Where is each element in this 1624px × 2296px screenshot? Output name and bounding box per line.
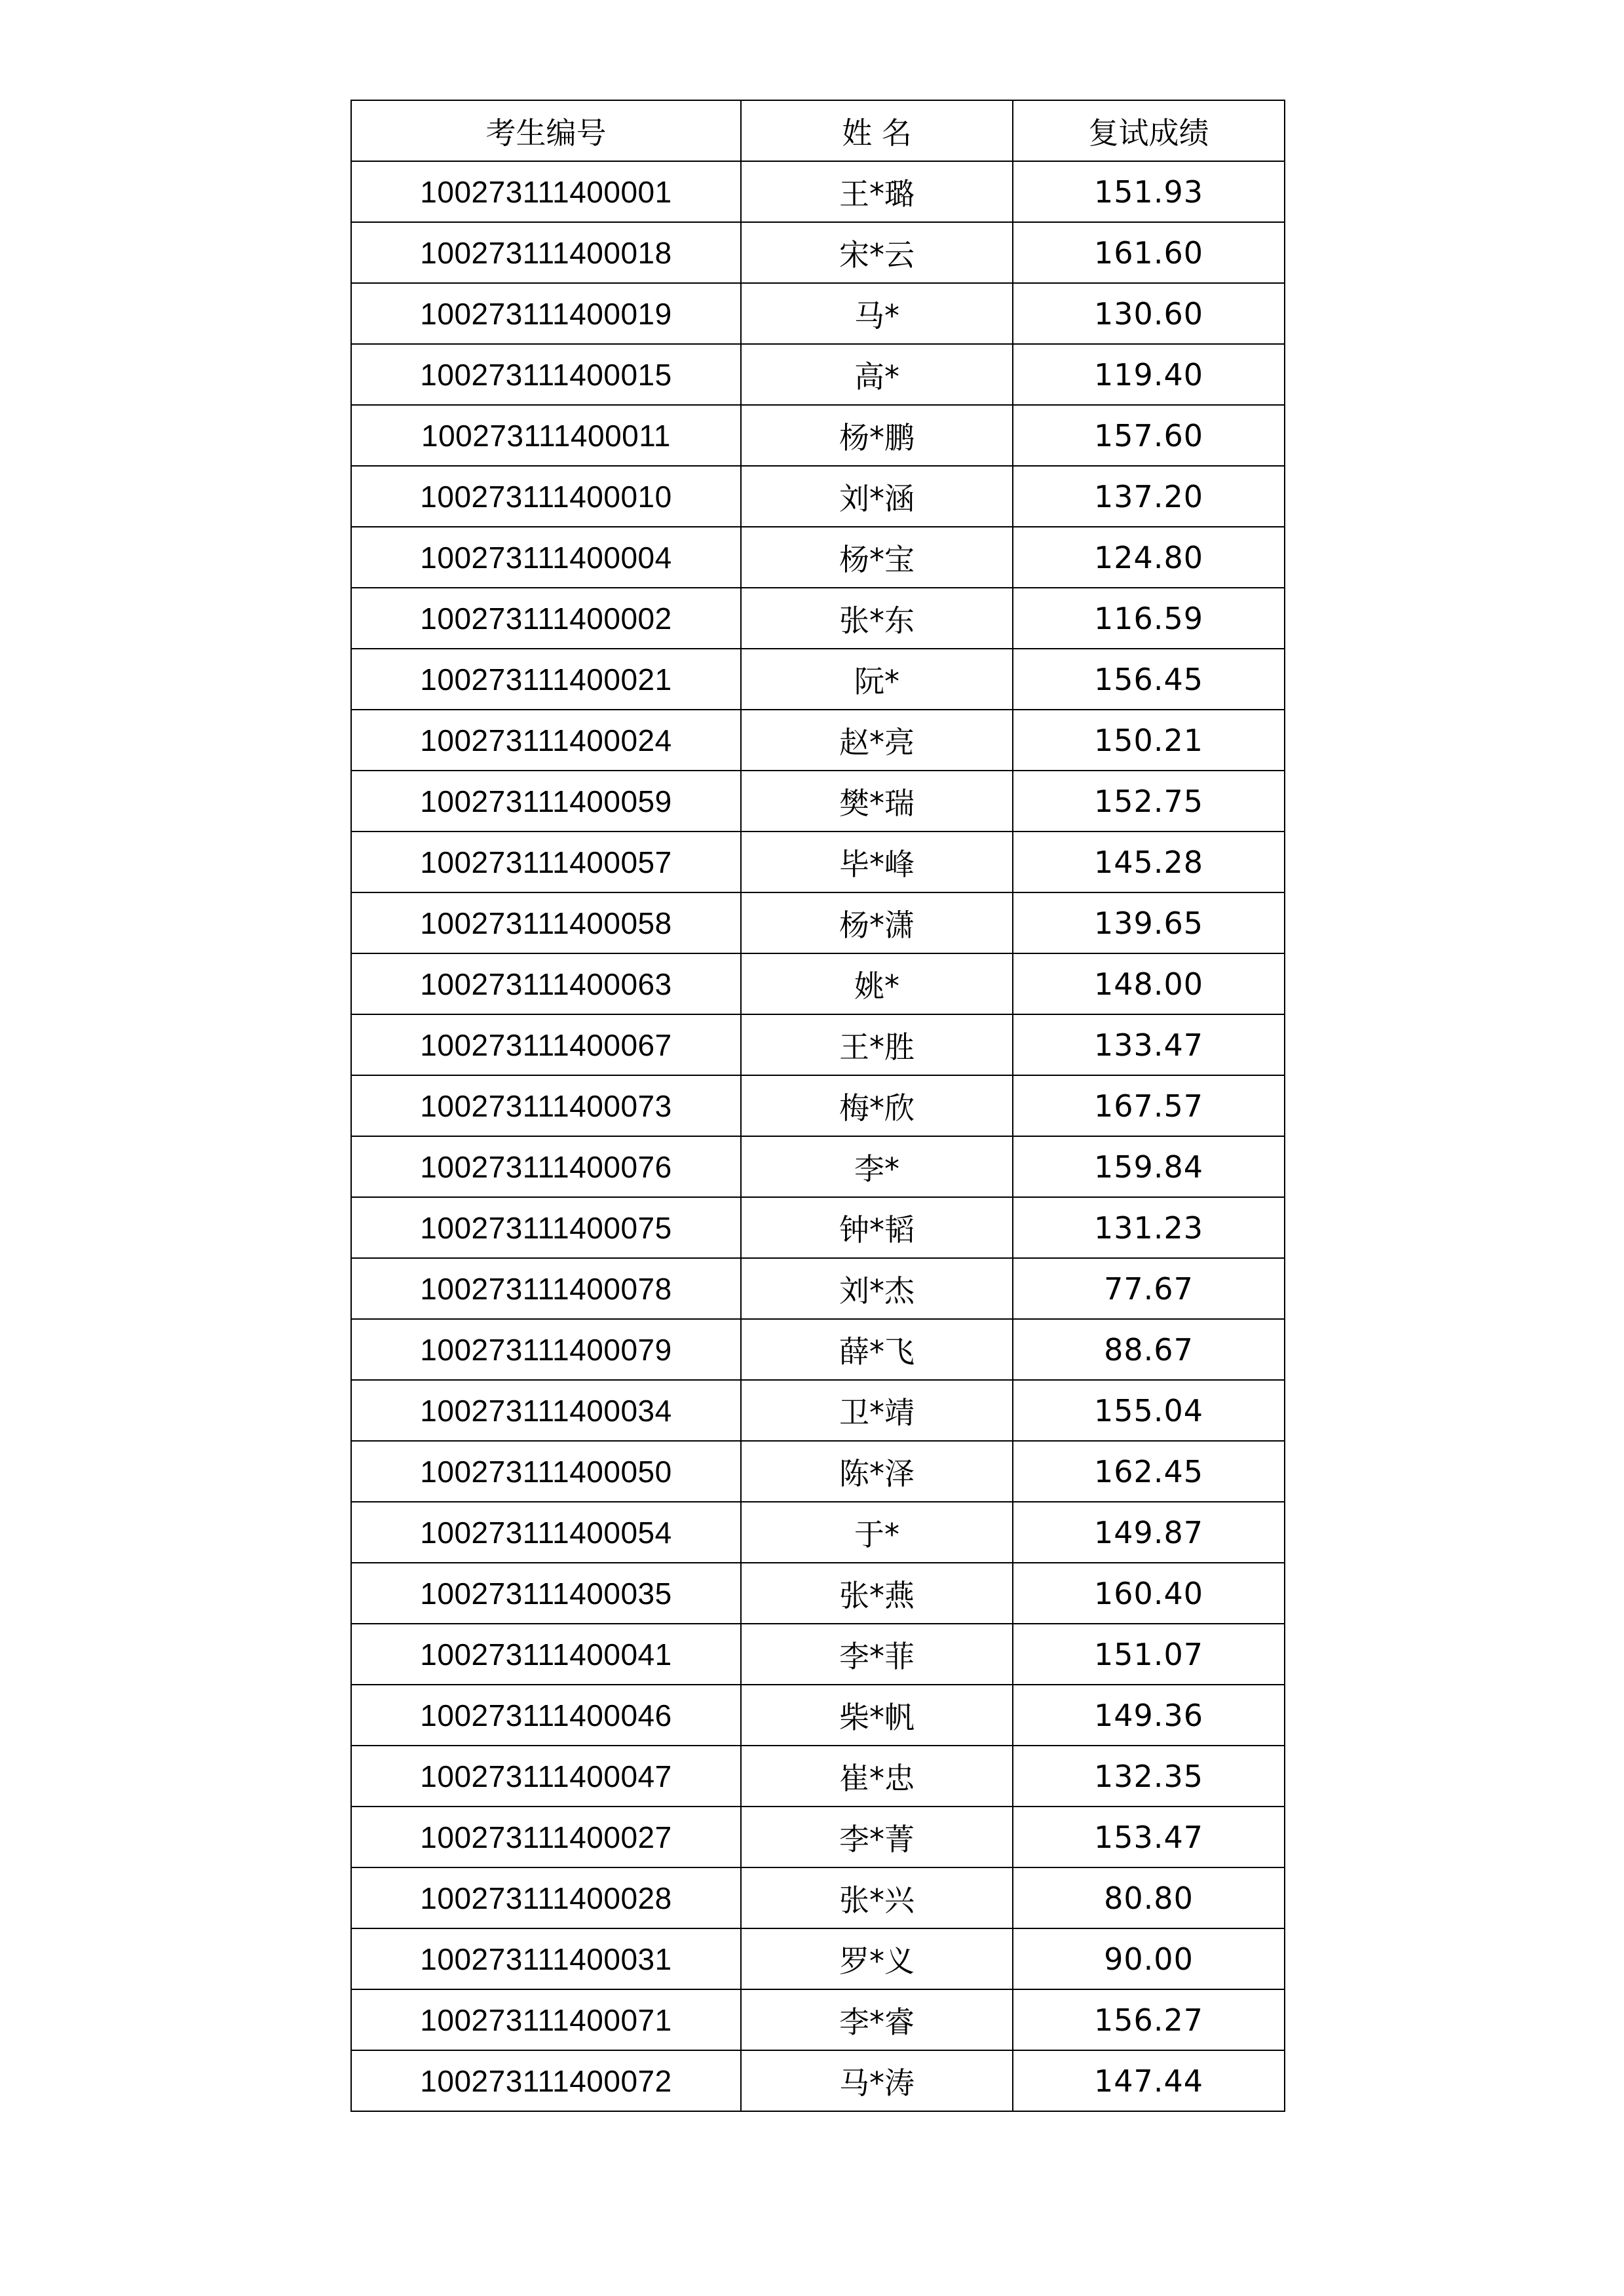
candidate-name-cell: 梅*欣 xyxy=(741,1075,1013,1136)
candidate-name-cell: 卫*靖 xyxy=(741,1380,1013,1441)
candidate-id-cell: 100273111400059 xyxy=(351,771,741,832)
candidate-name-cell: 柴*帆 xyxy=(741,1685,1013,1746)
candidate-id-cell: 100273111400027 xyxy=(351,1807,741,1867)
table-row xyxy=(351,649,1285,710)
candidate-id-cell: 100273111400004 xyxy=(351,527,741,588)
candidate-name-cell: 马*涛 xyxy=(741,2050,1013,2111)
candidate-name-cell: 姚* xyxy=(741,953,1013,1014)
candidate-id-cell: 100273111400021 xyxy=(351,649,741,710)
table-row xyxy=(351,466,1285,527)
retest-score-cell: 161.60 xyxy=(1013,222,1285,283)
retest-score-cell: 131.23 xyxy=(1013,1197,1285,1258)
candidate-name-cell: 王*胜 xyxy=(741,1014,1013,1075)
retest-score-cell: 162.45 xyxy=(1013,1441,1285,1502)
candidate-name-cell: 陈*泽 xyxy=(741,1441,1013,1502)
candidate-id-cell: 100273111400063 xyxy=(351,953,741,1014)
candidate-name-cell: 杨*宝 xyxy=(741,527,1013,588)
candidate-name-cell: 王*璐 xyxy=(741,161,1013,222)
candidate-id-cell: 100273111400076 xyxy=(351,1136,741,1197)
candidate-id-cell: 100273111400001 xyxy=(351,161,741,222)
candidate-id-cell: 100273111400071 xyxy=(351,1989,741,2050)
candidate-id-cell: 100273111400015 xyxy=(351,344,741,405)
candidate-name-cell: 李*菲 xyxy=(741,1624,1013,1685)
retest-score-cell: 148.00 xyxy=(1013,953,1285,1014)
retest-score-cell: 133.47 xyxy=(1013,1014,1285,1075)
candidate-name-cell: 罗*义 xyxy=(741,1928,1013,1989)
retest-score-cell: 88.67 xyxy=(1013,1319,1285,1380)
table-row xyxy=(351,1989,1285,2050)
retest-score-cell: 160.40 xyxy=(1013,1563,1285,1624)
retest-score-cell: 90.00 xyxy=(1013,1928,1285,1989)
table-row xyxy=(351,405,1285,466)
retest-score-cell: 150.21 xyxy=(1013,710,1285,771)
retest-score-cell: 77.67 xyxy=(1013,1258,1285,1319)
candidate-name-cell: 崔*忠 xyxy=(741,1746,1013,1807)
retest-score-cell: 139.65 xyxy=(1013,892,1285,953)
table-header xyxy=(351,100,1285,161)
candidate-id-cell: 100273111400019 xyxy=(351,283,741,344)
table-row xyxy=(351,1441,1285,1502)
table-row xyxy=(351,710,1285,771)
retest-score-cell: 149.87 xyxy=(1013,1502,1285,1563)
candidate-id-cell: 100273111400002 xyxy=(351,588,741,649)
table-row xyxy=(351,1928,1285,1989)
candidate-name-cell: 薛*飞 xyxy=(741,1319,1013,1380)
candidate-id-cell: 100273111400058 xyxy=(351,892,741,953)
candidate-id-cell: 100273111400031 xyxy=(351,1928,741,1989)
candidate-id-cell: 100273111400075 xyxy=(351,1197,741,1258)
candidate-id-cell: 100273111400041 xyxy=(351,1624,741,1685)
table-row xyxy=(351,953,1285,1014)
candidate-id-cell: 100273111400018 xyxy=(351,222,741,283)
candidate-name-cell: 杨*潇 xyxy=(741,892,1013,953)
header-retest-score: 复试成绩 xyxy=(1013,100,1285,161)
table-row xyxy=(351,527,1285,588)
retest-score-cell: 167.57 xyxy=(1013,1075,1285,1136)
candidate-name-cell: 刘*涵 xyxy=(741,466,1013,527)
candidate-id-cell: 100273111400010 xyxy=(351,466,741,527)
candidate-name-cell: 于* xyxy=(741,1502,1013,1563)
retest-score-cell: 156.45 xyxy=(1013,649,1285,710)
retest-score-cell: 116.59 xyxy=(1013,588,1285,649)
candidate-name-cell: 刘*杰 xyxy=(741,1258,1013,1319)
table-row xyxy=(351,1685,1285,1746)
header-name: 姓 名 xyxy=(741,100,1013,161)
score-table xyxy=(350,100,1285,2112)
table-row xyxy=(351,1136,1285,1197)
candidate-name-cell: 赵*亮 xyxy=(741,710,1013,771)
candidate-id-cell: 100273111400011 xyxy=(351,405,741,466)
candidate-id-cell: 100273111400034 xyxy=(351,1380,741,1441)
candidate-id-cell: 100273111400054 xyxy=(351,1502,741,1563)
candidate-name-cell: 杨*鹏 xyxy=(741,405,1013,466)
table-row xyxy=(351,832,1285,892)
candidate-name-cell: 毕*峰 xyxy=(741,832,1013,892)
candidate-name-cell: 钟*韬 xyxy=(741,1197,1013,1258)
candidate-name-cell: 宋*云 xyxy=(741,222,1013,283)
header-candidate-id: 考生编号 xyxy=(351,100,741,161)
table-row xyxy=(351,2050,1285,2111)
candidate-name-cell: 阮* xyxy=(741,649,1013,710)
table-row xyxy=(351,283,1285,344)
table-row xyxy=(351,1319,1285,1380)
table-row xyxy=(351,1075,1285,1136)
candidate-id-cell: 100273111400057 xyxy=(351,832,741,892)
table-row xyxy=(351,892,1285,953)
table-row xyxy=(351,771,1285,832)
retest-score-cell: 152.75 xyxy=(1013,771,1285,832)
table-row xyxy=(351,161,1285,222)
table-row xyxy=(351,1014,1285,1075)
candidate-id-cell: 100273111400028 xyxy=(351,1867,741,1928)
retest-score-cell: 147.44 xyxy=(1013,2050,1285,2111)
table-body xyxy=(351,161,1285,2111)
candidate-id-cell: 100273111400050 xyxy=(351,1441,741,1502)
candidate-id-cell: 100273111400067 xyxy=(351,1014,741,1075)
retest-score-cell: 145.28 xyxy=(1013,832,1285,892)
retest-score-cell: 151.07 xyxy=(1013,1624,1285,1685)
table-row xyxy=(351,1624,1285,1685)
retest-score-cell: 156.27 xyxy=(1013,1989,1285,2050)
table-row xyxy=(351,344,1285,405)
retest-score-cell: 155.04 xyxy=(1013,1380,1285,1441)
candidate-name-cell: 马* xyxy=(741,283,1013,344)
table-row xyxy=(351,1258,1285,1319)
retest-score-cell: 130.60 xyxy=(1013,283,1285,344)
table-row xyxy=(351,588,1285,649)
table-row xyxy=(351,1746,1285,1807)
table-row xyxy=(351,1563,1285,1624)
table-row xyxy=(351,1502,1285,1563)
candidate-name-cell: 高* xyxy=(741,344,1013,405)
retest-score-cell: 119.40 xyxy=(1013,344,1285,405)
retest-score-cell: 137.20 xyxy=(1013,466,1285,527)
table-row xyxy=(351,1380,1285,1441)
retest-score-cell: 159.84 xyxy=(1013,1136,1285,1197)
candidate-name-cell: 李* xyxy=(741,1136,1013,1197)
retest-score-cell: 151.93 xyxy=(1013,161,1285,222)
retest-score-cell: 153.47 xyxy=(1013,1807,1285,1867)
candidate-id-cell: 100273111400035 xyxy=(351,1563,741,1624)
table-row xyxy=(351,1197,1285,1258)
candidate-name-cell: 张*东 xyxy=(741,588,1013,649)
retest-score-cell: 80.80 xyxy=(1013,1867,1285,1928)
candidate-name-cell: 樊*瑞 xyxy=(741,771,1013,832)
header-row xyxy=(351,100,1285,161)
candidate-id-cell: 100273111400046 xyxy=(351,1685,741,1746)
retest-score-cell: 124.80 xyxy=(1013,527,1285,588)
candidate-id-cell: 100273111400024 xyxy=(351,710,741,771)
candidate-id-cell: 100273111400072 xyxy=(351,2050,741,2111)
table-row xyxy=(351,222,1285,283)
candidate-name-cell: 张*兴 xyxy=(741,1867,1013,1928)
candidate-id-cell: 100273111400047 xyxy=(351,1746,741,1807)
candidate-id-cell: 100273111400079 xyxy=(351,1319,741,1380)
retest-score-cell: 149.36 xyxy=(1013,1685,1285,1746)
candidate-id-cell: 100273111400078 xyxy=(351,1258,741,1319)
candidate-name-cell: 李*菁 xyxy=(741,1807,1013,1867)
table-row xyxy=(351,1807,1285,1867)
candidate-name-cell: 张*燕 xyxy=(741,1563,1013,1624)
retest-score-cell: 132.35 xyxy=(1013,1746,1285,1807)
retest-score-cell: 157.60 xyxy=(1013,405,1285,466)
candidate-id-cell: 100273111400073 xyxy=(351,1075,741,1136)
table-row xyxy=(351,1867,1285,1928)
candidate-name-cell: 李*睿 xyxy=(741,1989,1013,2050)
